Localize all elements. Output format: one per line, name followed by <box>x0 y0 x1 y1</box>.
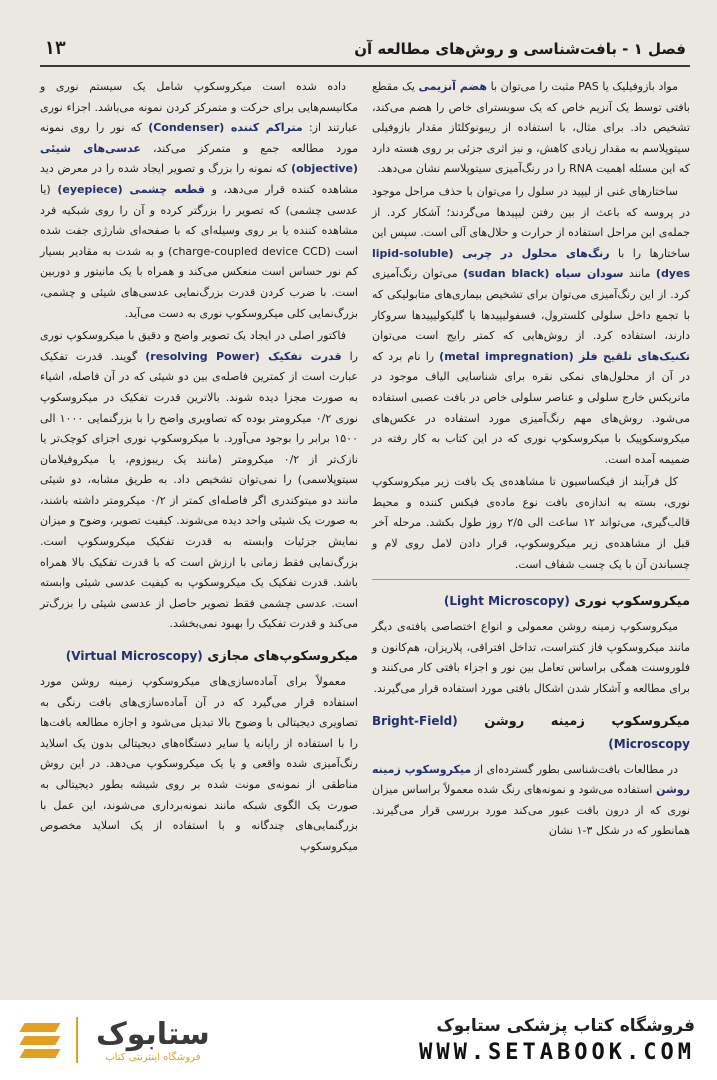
paragraph: در مطالعات بافت‌شناسی بطور گسترده‌ای از میکروسکوپ زمینه روشن استفاده می‌شود و نمونه‌های رنگ شده معمولاً براساس میزان نوری که از درون بافت عبور می‌کند مورد بررسی قرار می‌گیرند. همانطور که در شکل ۳-۱ نشان <box>372 762 690 838</box>
paragraph: معمولاً برای آماده‌سازی‌های میکروسکوپ زمینه روشن مورد استفاده قرار می‌گیرد که در آن آماده‌سازی‌های بافت رنگی به تصاویری دیجیتالی با وضوح بالا تبدیل می‌شود و اجازه مطالعه بافت‌ها را با استفاده از رایانه یا سایر دستگاه‌های دیجیتالی بدون یک اسلاید رنگ‌آمیزی شده واقعی و یا یک میکروسکوپ می‌دهد. در این روش مناطقی از نمونه‌ی مونت شده بر روی شیشه بطور دیجیتالی به صورت یک الگوی شبکه مانند نمونه‌برداری می‌شوند، این عمل با بزرگنمایی‌های چندگانه و با استفاده از یک اسلاید مخصوص میکروسکوپ <box>40 675 358 853</box>
logo-tagline: فروشگاه اینترنتی کتاب <box>105 1051 201 1063</box>
key-term: عدسی‌های شیئی (objective) <box>40 141 358 176</box>
store-banner <box>0 1000 717 1080</box>
text-columns <box>40 77 690 859</box>
paragraph: مواد بازوفیلیک یا PAS مثبت را می‌توان با هضم آنزیمی یک مقطع بافتی توسط یک آنزیم خاص که یک سوبسترای خاص را هضم می‌کند، تشخیص داد. برای مثال، با استفاده از ریبونوکلئاز مقدار بازوفیلی سیتوپلاسم به مقدار زیادی کاهش، و نیز اثری جزئی بر روی هسته دارد که این مسئله اهمیت RNA را در رنگ‌آمیزی سیتوپلاسم نشان می‌دهد. <box>372 80 690 176</box>
chapter-title: فصل ۱ - بافت‌شناسی و روش‌های مطالعه آن <box>354 39 686 58</box>
page-content <box>40 28 690 859</box>
setabook-logo[interactable] <box>22 1017 210 1063</box>
section-heading-bright-field: میکروسکوپ زمینه روشن (Bright-Field Microscopy) <box>372 713 690 751</box>
store-title: فروشگاه کتاب پزشکی ستابوک <box>436 1015 695 1036</box>
key-term: رنگ‌های محلول در چربی (lipid-soluble dyes) <box>372 246 690 281</box>
key-term: سودان سیاه (sudan black) <box>463 267 624 281</box>
paragraph: فاکتور اصلی در ایجاد یک تصویر واضح و دقیق با میکروسکوپ نوری را قدرت تفکیک (resolving Power) گویند. قدرت تفکیک عبارت است از کمترین فاصله‌ی بین دو شیئی که در آن فاصله، اشیاء به صورت مجزا دیده شوند. بالاترین قدرت تفکیک در میکروسکوپ نوری ۰/۲ میکرومتر بوده که تصاویری واضح را با بزرگنمایی ۱۰۰۰ الی ۱۵۰۰ برابر را بوجود می‌آورد. با میکروسکوپ نوری اجزای کوچک‌تر یا نازک‌تر از ۰/۲ میکرومتر (مانند یک ریبوزوم، یا میکروفیلامان سیتوپلاسمی) را نمی‌توان تشخیص داد. به طریق مشابه، دو شیئی مانند دو میتوکندری اگر فاصله‌ای کمتر از ۰/۲ میکرومتر داشته باشند، به صورت یک شیئی واحد دیده می‌شوند. کیفیت تصویر، وضوح و میزان نمایش جزئیات وابسته به قدرت تفکیک میکروسکوپ است. بزرگ‌نمایی فقط زمانی با ارزش است که با قدرت تفکیک بالا همراه باشد. قدرت تفکیک یک میکروسکوپ به کیفیت عدسی شیئی وابسته است. عدسی چشمی فقط تصویر حاصل از عدسی شیئی را بزرگ‌تر می‌کند و قدرت تفکیک را بهبود نمی‌بخشد. <box>40 329 359 631</box>
paragraph: داده شده است میکروسکوپ شامل یک سیستم نوری و مکانیسم‌هایی برای حرکت و متمرکز کردن نمونه می‌باشد. اجزاء نوری عبارتند از: متراکم کننده (Condenser) که نور را روی نمونه مورد مطالعه جمع و متمرکز می‌کند، عدسی‌های شیئی (objective) که نمونه را بزرگ و تصویر ایجاد شده را در معرض دید مشاهده کننده قرار می‌دهد، و قطعه چشمی (eyepiece) (یا عدسی چشمی) که تصویر را بزرگتر کرده و آن را روی شبکیه فرد مشاهده کننده یا بر روی وسیله‌ای که با صفحه‌ای شارژی جفت شده است (charge-coupled device CCD) و به شدت به مقادیر بسیار کم نور حساس است منعکس می‌کند و همراه با یک مانیتور و دوربین است. با ضرب کردن قدرت بزرگ‌نمایی عدسی‌های شیئی و چشمی، بزرگ‌نمایی کلی میکروسکوپ نوری به دست می‌آید. <box>40 80 359 320</box>
section-divider <box>372 579 690 580</box>
page-number: ۱۳ <box>44 38 66 59</box>
running-head <box>40 28 690 67</box>
key-term: قدرت تفکیک (resolving Power) <box>145 349 342 363</box>
divider <box>76 1017 78 1063</box>
key-term: تکنیک‌های تلقیح فلز (metal impregnation) <box>439 349 690 363</box>
paragraph: کل فرآیند از فیکساسیون تا مشاهده‌ی یک بافت زیر میکروسکوپ نوری، بسته به اندازه‌ی بافت نوع ماده‌ی فیکس کننده و محیط قالب‌گیری، می‌تواند ۱۲ ساعت الی ۲/۵ روز طول بکشد. مرحله آخر قبل از مشاهده‌ی زیر میکروسکوپ، قرار دادن لامل روی لام و چسباندن آن با یک چسب شفاف است. <box>372 475 690 571</box>
key-term: متراکم کننده (Condenser) <box>148 121 303 135</box>
key-term: هضم آنزیمی <box>418 80 487 93</box>
logo-name: ستابوک <box>96 1016 210 1052</box>
key-term: میکروسکوپ زمینه روشن <box>372 762 690 797</box>
store-url-link[interactable]: WWW.SETABOOK.COM <box>419 1039 695 1065</box>
left-column <box>40 77 358 859</box>
right-column <box>372 77 690 859</box>
section-heading-light-microscopy: میکروسکوپ نوری (Light Microscopy) <box>443 594 690 610</box>
paragraph: ساختارهای غنی از لیپید در سلول را می‌توان با حذف مراحل موجود در پروسه که باعث از بین رفتن لیپیدها می‌گردند؛ آشکار کرد. از جمله‌ی این مراحل استفاده از حرارت و حلال‌های آلی است. سپس این ساختارها را با رنگ‌های محلول در چربی (lipid-soluble dyes) مانند سودان سیاه (sudan black) می‌توان رنگ‌آمیزی کرد. از این رنگ‌آمیزی می‌توان برای تشخیص بیماری‌های متابولیکی که با تجمع داخل سلولی کلسترول، فسفولیپیدها یا گلیکولیپیدها سروکار دارند، استفاده کرد. از روش‌هایی که کمتر رایج است می‌توان تکنیک‌های تلقیح فلز (metal impregnation) را نام برد که در آن از محلول‌های نمکی نقره برای شناسایی الیاف موجود در ماتریکس خارج سلولی و عناصر سلولی خاص در بافت عصبی استفاده می‌شود. روش‌های مهم رنگ‌آمیزی مورد استفاده در عکس‌های میکروسکوپیک با میکروسکوپ نوری که در این کتاب به کار رفته در ضمیمه آمده است. <box>372 184 690 466</box>
logo-text <box>96 1018 210 1063</box>
store-info <box>419 1016 695 1065</box>
key-term: قطعه چشمی (eyepiece) <box>57 182 205 196</box>
chevron-stack-icon <box>22 1023 58 1058</box>
section-heading-virtual-microscopy: میکروسکوپ‌های مجازی (Virtual Microscopy) <box>65 649 358 665</box>
paragraph: میکروسکوپ زمینه روشن معمولی و انواع اختصاصی یافته‌ی دیگر مانند میکروسکوپ فاز کنتراست، تداخل افتراقی، پلاریزان، هم‌کانون و فلوروسنت همگی براساس تعامل بین نور و اجزاء بافتی کار می‌کنند و برای مطالعه و آشکار شدن اشکال بافتی مورد استفاده قرار می‌گیرند. <box>372 620 690 696</box>
